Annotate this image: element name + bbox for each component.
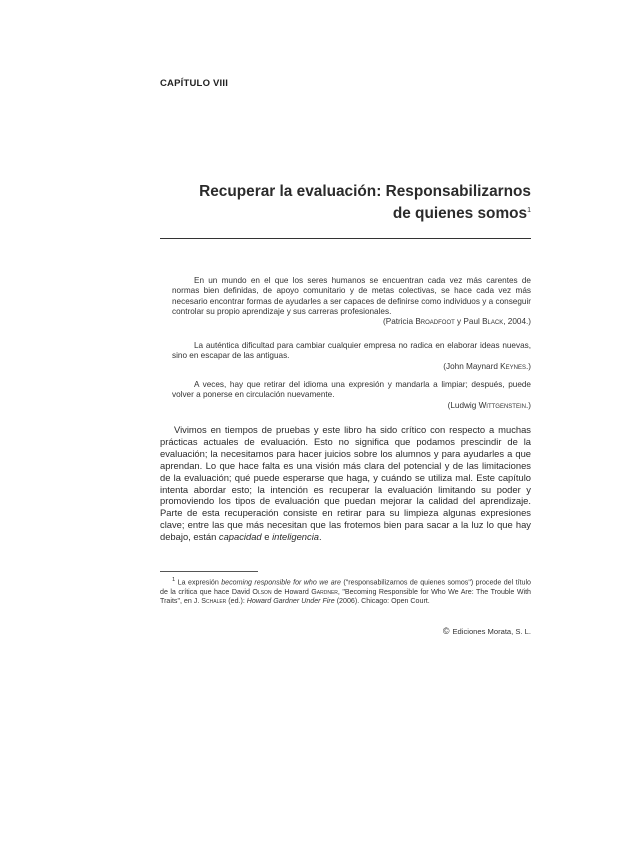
footnote-part-5: (ed.): — [226, 596, 247, 605]
title-line-2-text: de quienes somos — [392, 205, 528, 223]
body-paragraph — [160, 424, 531, 543]
footnote-author-olson: Olson — [252, 587, 272, 596]
epigraph-3-source — [172, 401, 531, 411]
footnote-number: 1 — [172, 577, 176, 583]
epigraph-1-source-close: , 2004.) — [503, 317, 531, 327]
publisher-line — [431, 626, 531, 636]
title-footnote-ref[interactable]: 1 — [527, 207, 531, 214]
footnote-author-schaler: Schaler — [201, 596, 227, 605]
epigraph-2-source-close: .) — [525, 361, 531, 371]
term-capacidad: capacidad — [218, 531, 262, 543]
epigraph-3-source-open: (Ludwig — [447, 400, 479, 410]
body-end: . — [319, 531, 322, 543]
footnote-part-6: (2006). Chicago: Open Court. — [334, 596, 430, 605]
term-inteligencia: inteligencia — [272, 531, 320, 543]
publisher-name: Ediciones Morata, S. L. — [452, 627, 531, 636]
epigraph-2-text: La auténtica dificultad para cambiar cualquier empresa no radica en elaborar ideas nuevas, sino en escapar de las antiguas. — [172, 341, 531, 361]
footnote-part-2: ("responsabilizarnos de quienes somos") procede del título de la crítica que hace David — [160, 578, 531, 596]
epigraph-1-author-2: Black — [482, 317, 504, 327]
footnote-author-gardner: Gardner — [311, 587, 338, 596]
title-line-2 — [160, 201, 531, 223]
footnote-part-4: , "Becoming Responsible for Who We Are: The Trouble With Traits", en J. — [160, 587, 532, 605]
epigraph-2-source-open: (John Maynard — [443, 361, 501, 371]
body-paragraph-main: Vivimos en tiempos de pruebas y este libro ha sido crítico con respecto a muchas prácticas actuales de evaluación. Esto no significa que podamos prescindir de la evaluación; la necesitamos para hacer juicios sobre los alumnos y para ayudarles a que aprendan. Lo que hace falta es una visión más clara del potencial y de las limitaciones de la evaluación; qué puede esperarse que haga, y cuándo se utiliza mal. Este capítulo intenta abordar esto; la intención es recuperar la evaluación limitando su poder y promoviendo los tipos de evaluación que puedan mejorar la calidad del aprendizaje. Parte de esta recuperación consiste en retirar para su limpieza algunas expresiones clave; entre las que más necesitan que las frotemos bien para sacar a la luz lo que hay debajo, están — [160, 424, 531, 543]
epigraph-3-source-close: .) — [525, 400, 531, 410]
epigraph-1 — [172, 276, 531, 327]
footnote-text — [160, 576, 531, 606]
copyright-icon: © — [442, 626, 450, 636]
body-text — [160, 424, 531, 543]
footnote — [160, 576, 531, 606]
chapter-title — [160, 182, 531, 223]
footnote-italic-1: becoming responsible for who we are — [221, 578, 341, 587]
title-line-1: Recuperar la evaluación: Responsabilizarnos — [199, 183, 531, 200]
epigraph-2-source — [172, 362, 531, 372]
epigraph-3 — [172, 380, 531, 411]
footnote-italic-2: Howard Gardner Under Fire — [246, 596, 335, 605]
epigraph-1-source-open: (Patricia — [383, 317, 416, 327]
epigraph-3-text: A veces, hay que retirar del idioma una expresión y mandarla a limpiar; después, puede volver a ponerse en circulación nuevamente. — [172, 380, 531, 400]
footnote-part-1: La expresión — [175, 578, 222, 587]
epigraph-2 — [172, 341, 531, 372]
title-rule — [160, 238, 531, 239]
footnote-part-3: de Howard — [271, 587, 312, 596]
body-connector: e — [261, 531, 273, 543]
epigraph-1-source-mid: y Paul — [454, 317, 483, 327]
footnote-separator — [160, 571, 258, 572]
epigraph-3-author: Wittgenstein — [478, 400, 526, 410]
epigraph-1-source — [172, 317, 531, 327]
chapter-label: CAPÍTULO VIII — [160, 78, 229, 89]
epigraph-1-author-1: Broadfoot — [415, 317, 455, 327]
epigraph-2-author: Keynes — [500, 361, 526, 371]
epigraph-1-text: En un mundo en el que los seres humanos se encuentran cada vez más carentes de normas bien definidas, de apoyo comunitario y de metas colectivas, se hace cada vez más necesario encontrar formas de ayudarles a ser capaces de definirse como individuos y a conseguir controlar su propio aprendizaje y sus carreras profesionales. — [172, 276, 531, 316]
